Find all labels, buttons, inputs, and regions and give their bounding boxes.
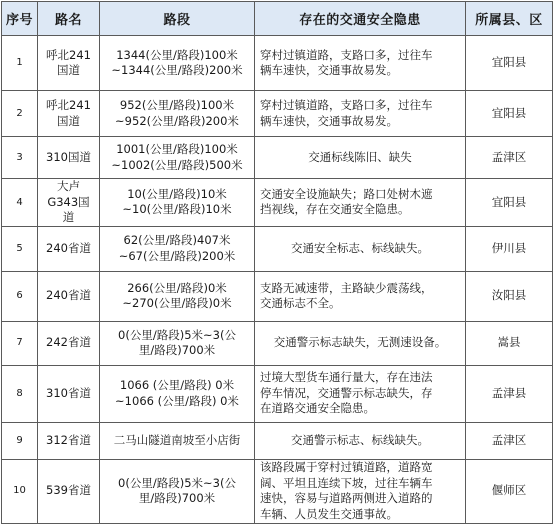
road-segment-line: ~952(公里/路段)200米 [115, 113, 239, 128]
county-district: 宜阳县 [466, 91, 553, 137]
road-name-line: 大卢 [57, 179, 80, 193]
road-name [38, 422, 100, 459]
hazard-description-line: 穿村过镇道路，支路口多，过往车 [260, 47, 433, 62]
road-segment-line: 里/路段)700米 [138, 491, 216, 505]
hazard-description-line: 交通警示标志缺失，无测速设备。 [273, 335, 447, 350]
road-name-line: 310省道 [46, 385, 91, 400]
road-segment-line: ~1002(公里/路段)500米 [111, 157, 243, 172]
hazard-description-line: 交通标线陈旧、缺失 [308, 149, 412, 164]
road-segment [100, 226, 255, 271]
county-district: 嵩县 [466, 321, 553, 365]
row-number: 8 [2, 365, 38, 422]
hazard-description-line: 阔、平坦且连续下坡，过往车辆车 [260, 475, 433, 490]
road-segment-line: 266(公里/路段)0米 [127, 280, 227, 295]
road-segment-line: 1344(公里/路段)100米 [116, 47, 238, 62]
table-row [2, 365, 553, 422]
hazard-description-line: 在道路交通安全隐患。 [260, 401, 375, 416]
road-name-line: 国道 [57, 113, 80, 128]
road-name-line: 呼北241 [46, 98, 91, 112]
road-name [38, 226, 100, 271]
table-header-row [2, 2, 553, 36]
county-district: 孟津县 [466, 365, 553, 422]
road-name-line: 539省道 [46, 483, 91, 498]
table-row [2, 91, 553, 137]
hazard-description [255, 91, 466, 137]
road-name [38, 321, 100, 365]
row-number: 5 [2, 226, 38, 271]
road-name-line: 310国道 [46, 149, 91, 164]
road-segment-line: ~1344(公里/路段)200米 [111, 63, 243, 77]
road-segment-line: 10(公里/路段)10米 [127, 186, 227, 201]
hazard-description-line: 停车情况，交通警示标志缺失，存 [260, 385, 433, 400]
hazard-description-line: 交通安全设施缺失；路口处树木遮 [260, 186, 433, 201]
hazard-description [255, 422, 466, 459]
table-row [2, 271, 553, 321]
row-number: 1 [2, 36, 38, 91]
road-segment [100, 179, 255, 227]
county-district: 孟津区 [466, 137, 553, 179]
table-row [2, 179, 553, 227]
hazard-description-line: 辆车速快，交通事故易发。 [260, 63, 398, 77]
road-name [38, 459, 100, 523]
hazard-description [255, 179, 466, 227]
county-district: 宜阳县 [466, 179, 553, 227]
row-number: 6 [2, 271, 38, 321]
row-number: 4 [2, 179, 38, 227]
county-district: 偃师区 [466, 459, 553, 523]
road-name-line: 242省道 [46, 335, 91, 350]
road-name-line: 240省道 [46, 240, 91, 255]
road-segment-line: 62(公里/路段)407米 [123, 233, 231, 247]
road-segment [100, 271, 255, 321]
road-segment [100, 321, 255, 365]
hazard-description-line: 交通标志不全。 [260, 296, 341, 310]
hazard-description-line: 辆车速快，交通事故易发。 [260, 113, 398, 128]
road-segment [100, 137, 255, 179]
road-name-line: 道 [62, 210, 75, 224]
road-name-line: 240省道 [46, 288, 91, 303]
header-hazard: 存在的交通安全隐患 [255, 2, 466, 36]
road-segment [100, 91, 255, 137]
road-segment-line: 1001(公里/路段)100米 [116, 142, 238, 156]
table-row [2, 321, 553, 365]
road-segment [100, 365, 255, 422]
road-name [38, 137, 100, 179]
road-segment-line: ~67(公里/路段)200米 [118, 248, 236, 263]
road-segment [100, 36, 255, 91]
row-number: 2 [2, 91, 38, 137]
road-segment [100, 459, 255, 523]
road-segment-line: ~270(公里/路段)0米 [122, 296, 232, 310]
county-district: 宜阳县 [466, 36, 553, 91]
table-row [2, 422, 553, 459]
road-name-line: G343国 [47, 194, 90, 209]
hazard-description [255, 459, 466, 523]
row-number: 3 [2, 137, 38, 179]
hazard-description-line: 车辆、人员发生交通事故。 [260, 506, 398, 521]
hazard-description [255, 137, 466, 179]
road-segment-line: ~10(公里/路段)10米 [122, 202, 232, 217]
road-name [38, 271, 100, 321]
road-segment-line: 0(公里/路段)5米~3(公 [118, 327, 236, 342]
road-name [38, 36, 100, 91]
hazard-description [255, 226, 466, 271]
table-row [2, 226, 553, 271]
header-county: 所属县、区 [466, 2, 553, 36]
road-segment-line: 二马山隧道南坡至小店街 [113, 432, 241, 447]
hazard-description-line: 交通警示标志、标线缺失。 [291, 432, 429, 447]
header-no: 序号 [2, 2, 38, 36]
road-segment-line: ~1066 (公里/路段) 0米 [115, 393, 239, 408]
road-name-line: 呼北241 [46, 47, 91, 62]
hazard-description-line: 速快，容易与道路两侧进入道路的 [260, 491, 433, 505]
hazard-description [255, 365, 466, 422]
hazard-description [255, 36, 466, 91]
header-segment: 路段 [100, 2, 255, 36]
hazard-table [1, 1, 553, 524]
row-number: 9 [2, 422, 38, 459]
table-row [2, 137, 553, 179]
road-segment-line: 1066 (公里/路段) 0米 [119, 378, 235, 392]
county-district: 孟津区 [466, 422, 553, 459]
hazard-description-line: 挡视线，存在交通安全隐患。 [260, 202, 410, 217]
road-segment-line: 里/路段)700米 [138, 343, 216, 357]
table-row [2, 459, 553, 523]
table-row [2, 36, 553, 91]
row-number: 10 [2, 459, 38, 523]
road-segment [100, 422, 255, 459]
hazard-description-line: 交通安全标志、标线缺失。 [291, 240, 429, 255]
header-road: 路名 [38, 2, 100, 36]
hazard-description [255, 271, 466, 321]
hazard-description-line: 穿村过镇道路，支路口多，过往车 [260, 98, 433, 112]
hazard-description-line: 该路段属于穿村过镇道路，道路宽 [260, 460, 433, 474]
road-name [38, 365, 100, 422]
road-segment-line: 0(公里/路段)5米~3(公 [118, 475, 236, 490]
road-name [38, 179, 100, 227]
county-district: 伊川县 [466, 226, 553, 271]
road-name-line: 国道 [57, 63, 80, 77]
hazard-description-line: 过境大型货车通行量大，存在违法 [260, 370, 433, 385]
hazard-description-line: 支路无减速带，主路缺少震荡线， [260, 280, 433, 295]
road-name [38, 91, 100, 137]
county-district: 汝阳县 [466, 271, 553, 321]
road-name-line: 312省道 [46, 432, 91, 447]
hazard-description [255, 321, 466, 365]
road-segment-line: 952(公里/路段)100米 [119, 98, 235, 112]
row-number: 7 [2, 321, 38, 365]
